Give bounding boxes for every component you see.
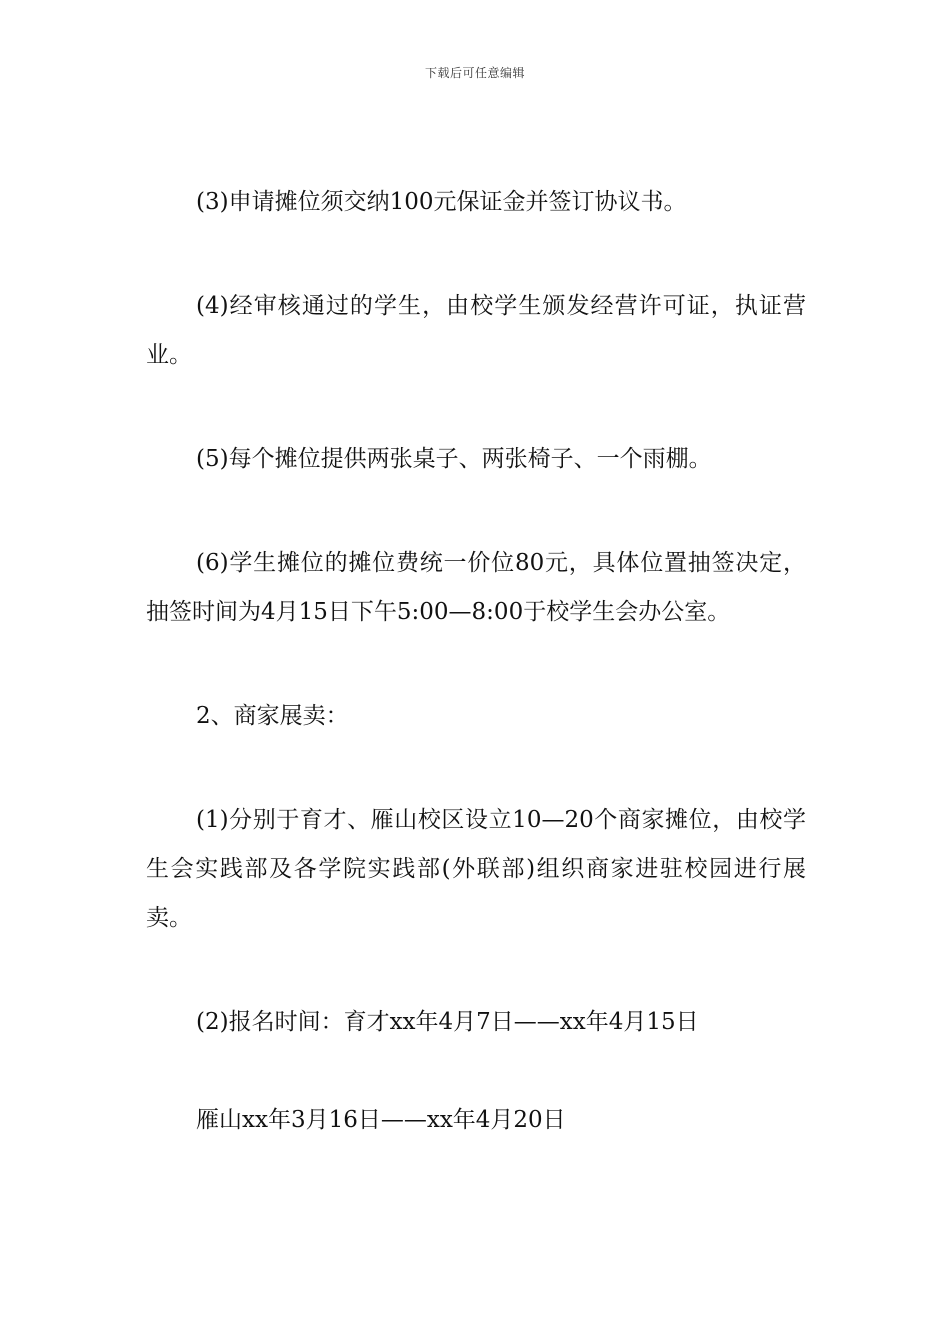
paragraph-registration-yanshan: 雁山xx年3月16日——xx年4月20日 [196, 1107, 566, 1133]
paragraph-fee-lottery: (6)学生摊位的摊位费统一价位80元，具体位置抽签决定，抽签时间为4月15日下午5:00—8:00于校学生会办公室。 [146, 550, 806, 625]
paragraph-deposit: (3)申请摊位须交纳100元保证金并签订协议书。 [196, 189, 687, 215]
paragraph-equipment: (5)每个摊位提供两张桌子、两张椅子、一个雨棚。 [196, 446, 712, 472]
section-heading-merchant-sale: 2、商家展卖： [196, 703, 349, 729]
paragraph-license: (4)经审核通过的学生，由校学生颁发经营许可证，执证营业。 [146, 293, 806, 368]
page-header-note: 下载后可任意编辑 [424, 66, 525, 80]
paragraph-merchant-stalls: (1)分别于育才、雁山校区设立10—20个商家摊位，由校学生会实践部及各学院实践部(外联部)组织商家进驻校园进行展卖。 [146, 807, 806, 931]
document-body [146, 178, 806, 1200]
paragraph-registration-yucai: (2)报名时间：育才xx年4月7日——xx年4月15日 [196, 1009, 699, 1035]
